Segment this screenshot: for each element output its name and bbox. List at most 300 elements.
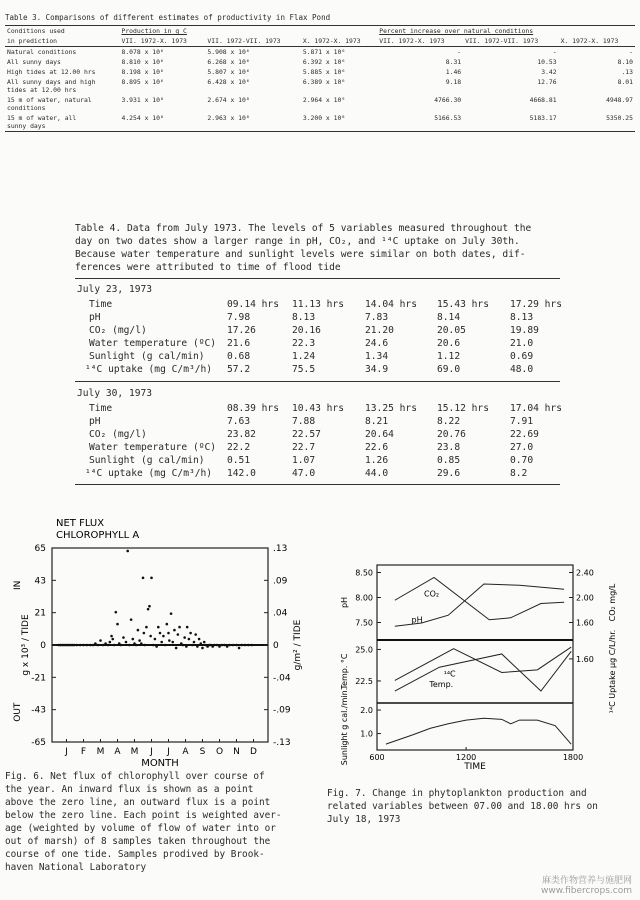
t3-percent-value: 8.10 [617, 58, 633, 66]
fig6-point [173, 629, 176, 632]
fig7-right-tick-label: 2.00 [576, 593, 594, 603]
fig6-point [113, 644, 116, 647]
t4-row [77, 403, 562, 416]
fig7-series-line [386, 718, 571, 744]
fig6-point [198, 638, 201, 641]
table3 [5, 25, 635, 132]
fig6-point [147, 608, 150, 611]
t4-row [77, 416, 557, 429]
t3-pct-period: VII. 1972-X. 1973 [377, 36, 463, 47]
fig6-point [223, 644, 226, 647]
t4-row [77, 468, 557, 481]
t3-percent-value: .13 [621, 68, 633, 76]
fig6-title: NET FLUX [56, 518, 105, 529]
fig6-point [75, 644, 78, 647]
fig6-month-label: J [65, 747, 68, 757]
t3-percent-value: 5350.25 [559, 113, 635, 132]
t3-condition [5, 57, 119, 67]
fig6-month-label: M [96, 747, 105, 757]
t4-cell: 8.2 [510, 468, 528, 479]
fig6-month-label: S [199, 747, 206, 757]
fig7-series-label: CO₂ [424, 589, 440, 599]
t3-percent-value: 8.01 [617, 78, 633, 86]
t4-cell: 47.0 [292, 468, 316, 479]
fig6-point [159, 632, 162, 635]
t3-row [5, 57, 635, 67]
t3-production-value: 5.908 x 10⁶ [207, 48, 250, 56]
t3-production-value: 3.931 x 10⁸ [121, 96, 164, 104]
t4-row-label: CO₂ (mg/l) [89, 325, 147, 336]
fig6-point [164, 644, 167, 647]
t4-row [77, 338, 557, 351]
t4-rule [75, 484, 560, 485]
t3-percent-value: - [629, 48, 633, 56]
t3-row [5, 47, 635, 58]
t4-cell: 1.24 [292, 351, 316, 362]
t3-production-value: 2.963 x 10⁸ [205, 113, 300, 132]
fig7-left-tick-label: 1.0 [360, 729, 373, 739]
fig6-point [194, 633, 197, 636]
fig7-series-label: pH [411, 615, 423, 625]
t4-cell: 11.13 hrs [292, 299, 344, 310]
t4-row-label: Water temperature (ºC) [89, 442, 217, 453]
fig7-xlabel: TIME [464, 762, 486, 772]
fig6-in-label: IN [13, 580, 23, 591]
t4-cell: 15.43 hrs [437, 299, 489, 310]
t4-cell: 09.14 hrs [227, 299, 279, 310]
fig6-point [102, 644, 105, 647]
fig6-month-label: J [150, 747, 153, 757]
fig6-point [110, 635, 113, 638]
fig6-point [145, 626, 148, 629]
fig7-right-axis-label: CO₂ mg/L [608, 583, 617, 622]
t4-cell: 8.21 [365, 416, 389, 427]
fig6-point [167, 632, 170, 635]
t4-cell: 20.05 [437, 325, 466, 336]
fig6-left-tick-label: -43 [31, 705, 46, 716]
fig6-month-label: N [233, 747, 240, 757]
t3-percent-value: - [457, 48, 462, 56]
t3-condition-line: sunny days [7, 122, 46, 130]
t4-cell: 22.2 [227, 442, 251, 453]
t4-cell: 22.7 [292, 442, 316, 453]
fig6-point [182, 644, 185, 647]
fig6-right-axis-label: g/m² / TIDE [293, 619, 303, 671]
fig7-right-axis-label: ¹⁴C Uptake µg C/L/hr. [608, 629, 617, 714]
t4-cell: 24.6 [365, 338, 389, 349]
fig6-point [111, 638, 114, 641]
t4-rule [75, 278, 560, 279]
fig6-point [196, 645, 199, 648]
fig6-point [79, 644, 82, 647]
fig6-point [97, 644, 100, 647]
t4-cell: 20.76 [437, 429, 466, 440]
t3-col0-h1: Conditions used [5, 26, 119, 37]
fig6-point [137, 629, 140, 632]
fig6-point [155, 645, 158, 648]
fig6-point [171, 641, 174, 644]
fig6-point [201, 647, 204, 650]
t4-row-label: CO₂ (mg/l) [89, 429, 147, 440]
fig7-right-tick-label: 1.60 [576, 618, 594, 628]
watermark-line1: 麻类作物营养与施肥网 [541, 876, 632, 886]
fig6-point [140, 642, 143, 645]
t4-cell: 08.39 hrs [227, 403, 279, 414]
fig6-point [157, 626, 160, 629]
fig6-month-label: D [250, 747, 257, 757]
t3-production-value: 8.198 x 10⁶ [121, 68, 164, 76]
t3-production-value: 2.674 x 10⁸ [207, 96, 250, 104]
t4-cell: 17.29 hrs [510, 299, 562, 310]
t4-row [77, 325, 557, 338]
fig7-series-label: ¹⁴C [443, 669, 456, 679]
watermark-line2: www.fibercrops.com [541, 886, 632, 896]
fig7-left-tick-label: 25.0 [355, 645, 373, 655]
fig6-month-label: O [215, 747, 224, 757]
fig6-point [170, 612, 173, 615]
t3-production-value: 6.428 x 10⁶ [207, 78, 250, 86]
fig7-left-tick-label: 8.50 [355, 568, 373, 578]
fig6-point [251, 644, 254, 647]
fig7-series-line [395, 578, 564, 620]
table3-title: Table 3. Comparisons of different estimates of productivity in Flax Pond [5, 13, 331, 22]
fig7-caption: Fig. 7. Change in phytoplankton production and related variables between 07.00 and 18.00 hrs on July 18, 1973 [327, 788, 598, 825]
fig7-right-tick-label: 2.40 [576, 568, 594, 578]
t4-cell: 14.04 hrs [365, 299, 417, 310]
t4-row [77, 351, 557, 364]
fig6-caption: Fig. 6. Net flux of chlorophyll over course of the year. An inward flux is shown as a point above the zero line, an outward flux is a point below the zero line. Each point is weighted aver- age (weighted by volume of flow of water into or out of marsh) of 8 samples taken throughout the course of one tide. Samples prodived by Brook- haven National Laboratory [5, 771, 282, 873]
fig6-point [115, 611, 118, 614]
fig6-point [191, 644, 194, 647]
t4-cell: 22.3 [292, 338, 316, 349]
fig6-point [120, 644, 123, 647]
t3-percent-value: 5166.53 [377, 113, 463, 132]
fig7-x-tick-label: 1200 [455, 753, 477, 762]
fig6-point [128, 644, 131, 647]
t3-production-value: 3.200 x 10⁸ [301, 113, 377, 132]
fig6-left-tick-label: 43 [34, 576, 46, 587]
t4-row [77, 455, 557, 468]
fig6-point [166, 623, 169, 626]
t3-condition-line: Natural conditions [7, 48, 77, 56]
t4-row-label: Time [89, 403, 113, 414]
t3-percent-value: 9.18 [445, 78, 462, 86]
fig6-point [86, 644, 89, 647]
t4-row [77, 299, 562, 312]
fig7-series-line [395, 651, 571, 691]
fig6-xlabel: MONTH [141, 758, 179, 769]
t4-cell: 17.26 [227, 325, 256, 336]
fig7-left-tick-label: 22.5 [355, 676, 373, 686]
fig6-point [240, 644, 243, 647]
fig6-point [200, 642, 203, 645]
fig7-left-axis-label: pH [340, 596, 349, 609]
fig7-left-axis-label: Temp. °C [340, 653, 349, 690]
t4-cell: 20.64 [365, 429, 394, 440]
fig6-chart [0, 510, 320, 769]
fig6-right-tick-label: 0 [273, 641, 279, 651]
t3-production-value: 4.254 x 10⁸ [119, 113, 205, 132]
fig6-point [213, 644, 216, 647]
t4-cell: 0.68 [227, 351, 251, 362]
fig6-point [143, 632, 146, 635]
fig6-left-tick-label: -65 [31, 738, 46, 748]
fig6-point [221, 644, 224, 647]
fig6-point [73, 644, 76, 647]
t4-row-label: pH [89, 416, 101, 427]
t4-cell: 1.34 [365, 351, 389, 362]
t4-cell: 22.69 [510, 429, 539, 440]
t4-row [77, 312, 557, 325]
t4-cell: 8.13 [292, 312, 316, 323]
fig6-point [94, 642, 97, 645]
fig6-point [135, 644, 138, 647]
t4-cell: 15.12 hrs [437, 403, 489, 414]
t4-cell: 23.82 [227, 429, 256, 440]
fig6-point [189, 632, 192, 635]
t4-cell: 7.98 [227, 312, 251, 323]
t3-production-value: 6.392 x 10⁶ [302, 58, 346, 66]
fig7-left-tick-label: 8.00 [355, 593, 373, 603]
t4-row-label: pH [89, 312, 101, 323]
fig7-left-tick-label: 7.50 [355, 618, 373, 628]
t4-cell: 27.0 [510, 442, 534, 453]
t4-cell: 23.8 [437, 442, 461, 453]
fig6-point [188, 638, 191, 641]
fig6-point [183, 636, 186, 639]
t4-cell: 0.69 [510, 351, 534, 362]
fig6-point [185, 645, 188, 648]
t4-cell: 8.22 [437, 416, 461, 427]
t4-row [77, 364, 557, 377]
t3-row [5, 113, 635, 132]
t3-production-value: 5.871 x 10⁶ [302, 48, 346, 56]
fig7-x-tick-label: 600 [369, 753, 385, 762]
t4-cell: 10.43 hrs [292, 403, 344, 414]
t4-cell: 21.0 [510, 338, 534, 349]
fig6-point [148, 605, 151, 608]
fig6-point [125, 641, 128, 644]
t4-cell: 1.12 [437, 351, 461, 362]
fig6-left-tick-label: 65 [34, 544, 46, 554]
t3-condition [5, 67, 119, 77]
t3-percent-value: 1.46 [445, 68, 462, 76]
t4-cell: 29.6 [437, 468, 461, 479]
fig6-left-tick-label: -21 [31, 673, 46, 684]
t3-condition-line: All sunny days and high [7, 78, 96, 86]
fig6-point [168, 639, 171, 642]
fig7-right-tick-label: 1.60 [576, 654, 594, 664]
t3-production-value: 8.810 x 10⁶ [121, 58, 164, 66]
t4-cell: 7.91 [510, 416, 534, 427]
fig6-point [247, 644, 250, 647]
fig6-point [109, 641, 112, 644]
t4-row [77, 429, 557, 442]
t3-condition-line: conditions [7, 104, 46, 112]
fig6-point [228, 644, 231, 647]
fig7-chart [325, 545, 635, 770]
table4-caption: Table 4. Data from July 1973. The levels of 5 variables measured throughout the day on two dates show a larger range in pH, CO₂, and ¹⁴C uptake on July 30th. Because water temperature and sunlight levels were similar on both dates, dif- ferences were attributed to time of flood tide [75, 223, 532, 273]
t3-condition-line: 15 m of water, all [7, 114, 77, 122]
fig6-right-tick-label: .13 [273, 544, 288, 554]
t4-cell: 1.07 [292, 455, 316, 466]
t4-rule [75, 381, 560, 382]
fig6-point [104, 642, 107, 645]
fig6-point [99, 639, 102, 642]
t3-percent-value: 5183.17 [463, 113, 558, 132]
t3-percent-value: - [552, 48, 557, 56]
t3-condition [5, 95, 119, 113]
t3-condition [5, 47, 119, 58]
t3-row [5, 95, 635, 113]
fig6-point [216, 644, 219, 647]
fig7-left-tick-label: 2.0 [360, 706, 373, 716]
t4-cell: 44.0 [365, 468, 389, 479]
t3-period: VII. 1972-VII. 1973 [205, 36, 300, 47]
t4-cell: 0.70 [510, 455, 534, 466]
t4-cell: 75.5 [292, 364, 316, 375]
fig6-point [142, 577, 145, 580]
fig6-point [150, 577, 153, 580]
fig6-point [154, 638, 157, 641]
fig6-point [186, 626, 189, 629]
t4-cell: 142.0 [227, 468, 256, 479]
t4-cell: 22.6 [365, 442, 389, 453]
fig6-point [132, 638, 135, 641]
t3-period: X. 1972-X. 1973 [301, 36, 377, 47]
fig7-left-axis-label: Sunlight g cal./min. [340, 687, 349, 766]
fig6-point [130, 618, 133, 621]
t4-row-label: Time [89, 299, 113, 310]
t4-cell: 19.89 [510, 325, 539, 336]
t4-row-label: Sunlight (g cal/min) [89, 455, 205, 466]
t3-percent-value: 4668.81 [529, 96, 557, 104]
t4-section-date: July 23, 1973 [77, 284, 153, 295]
t4-section-date: July 30, 1973 [77, 388, 153, 399]
fig6-point [193, 641, 196, 644]
fig7-series-line [395, 647, 571, 680]
t4-row [77, 442, 557, 455]
fig6-point [175, 647, 178, 650]
t4-cell: 21.20 [365, 325, 394, 336]
t4-cell: 20.16 [292, 325, 321, 336]
t3-pct-period: VII. 1972-VII. 1973 [463, 36, 558, 47]
fig6-point [226, 645, 229, 648]
t4-cell: 22.57 [292, 429, 321, 440]
t3-production-value: 6.268 x 10⁶ [207, 58, 250, 66]
t3-production-group: Production in g C [119, 26, 377, 37]
fig6-point [82, 644, 85, 647]
t4-cell: 8.14 [437, 312, 461, 323]
t3-row [5, 77, 635, 95]
fig6-point [149, 635, 152, 638]
watermark [541, 873, 632, 896]
fig7-x-tick-label: 1800 [562, 753, 584, 762]
t4-row-label: Water temperature (ºC) [89, 338, 217, 349]
t4-row-label: Sunlight (g cal/min) [89, 351, 205, 362]
t3-condition-line: High tides at 12.00 hrs [7, 68, 96, 76]
fig6-month-label: F [80, 747, 87, 757]
t4-cell: 21.6 [227, 338, 251, 349]
fig6-point [122, 636, 125, 639]
fig6-point [89, 644, 92, 647]
fig6-point [244, 644, 247, 647]
fig6-out-label: OUT [13, 702, 23, 722]
t3-condition [5, 113, 119, 132]
fig6-month-label: J [167, 747, 170, 757]
fig6-point [138, 639, 141, 642]
fig6-point [107, 644, 110, 647]
t3-condition-line: All sunny days [7, 58, 61, 66]
t4-cell: 13.25 hrs [365, 403, 417, 414]
t3-production-value: 2.964 x 10⁹ [302, 96, 346, 104]
fig6-point [203, 641, 206, 644]
t3-percent-value: 10.53 [537, 58, 557, 66]
fig6-point [152, 644, 155, 647]
t3-percent-value: 3.42 [541, 68, 557, 76]
t3-condition-line: 15 m of water, natural [7, 96, 92, 104]
fig6-point [126, 550, 129, 553]
fig6-title: CHLOROPHYLL A [56, 530, 140, 541]
t3-col0-h2: in prediction [5, 36, 119, 47]
t3-production-value: 5.885 x 10⁶ [302, 68, 346, 76]
t4-cell: 7.83 [365, 312, 389, 323]
fig6-point [235, 644, 238, 647]
t3-condition-line: tides at 12.00 hrs [7, 86, 77, 94]
fig6-point [238, 647, 241, 650]
t4-cell: 34.9 [365, 364, 389, 375]
fig6-right-tick-label: -.13 [273, 738, 291, 748]
fig6-left-axis-label: g x 10³ / TIDE [21, 614, 31, 676]
t4-cell: 69.0 [437, 364, 461, 375]
t4-cell: 48.0 [510, 364, 534, 375]
t3-pct-period: X. 1972-X. 1973 [559, 36, 635, 47]
t4-cell: 20.6 [437, 338, 461, 349]
fig6-point [92, 644, 95, 647]
t4-row-label: ¹⁴C uptake (mg C/m³/h) [85, 468, 213, 479]
t4-cell: 17.04 hrs [510, 403, 562, 414]
fig6-point [116, 623, 119, 626]
t3-production-value: 5.807 x 10⁶ [207, 68, 250, 76]
t4-cell: 7.88 [292, 416, 316, 427]
fig6-point [162, 635, 165, 638]
fig6-point [232, 644, 235, 647]
t3-row [5, 67, 635, 77]
t4-row-label: ¹⁴C uptake (mg C/m³/h) [85, 364, 213, 375]
t3-production-value: 8.895 x 10⁶ [121, 78, 164, 86]
t3-condition [5, 77, 119, 95]
t3-production-value: 6.389 x 10⁶ [302, 78, 346, 86]
t3-production-value: 8.078 x 10⁶ [121, 48, 164, 56]
fig7-series-label: Temp. [429, 680, 454, 690]
t4-cell: 57.2 [227, 364, 251, 375]
fig6-point [143, 644, 146, 647]
t4-cell: 0.51 [227, 455, 251, 466]
fig6-right-tick-label: .09 [273, 576, 288, 587]
t4-cell: 8.13 [510, 312, 534, 323]
fig6-point [177, 633, 180, 636]
fig6-right-tick-label: -.04 [273, 673, 291, 684]
t3-period: VII. 1972-X. 1973 [119, 36, 205, 47]
fig6-month-label: M [130, 747, 139, 757]
fig6-left-tick-label: 21 [34, 608, 46, 619]
t3-percent-value: 4766.30 [434, 96, 462, 104]
fig6-point [218, 645, 221, 648]
fig6-right-tick-label: .04 [273, 608, 288, 619]
t3-percent-value: 4948.97 [606, 96, 633, 104]
fig6-point [178, 626, 181, 629]
t4-cell: 0.85 [437, 455, 461, 466]
